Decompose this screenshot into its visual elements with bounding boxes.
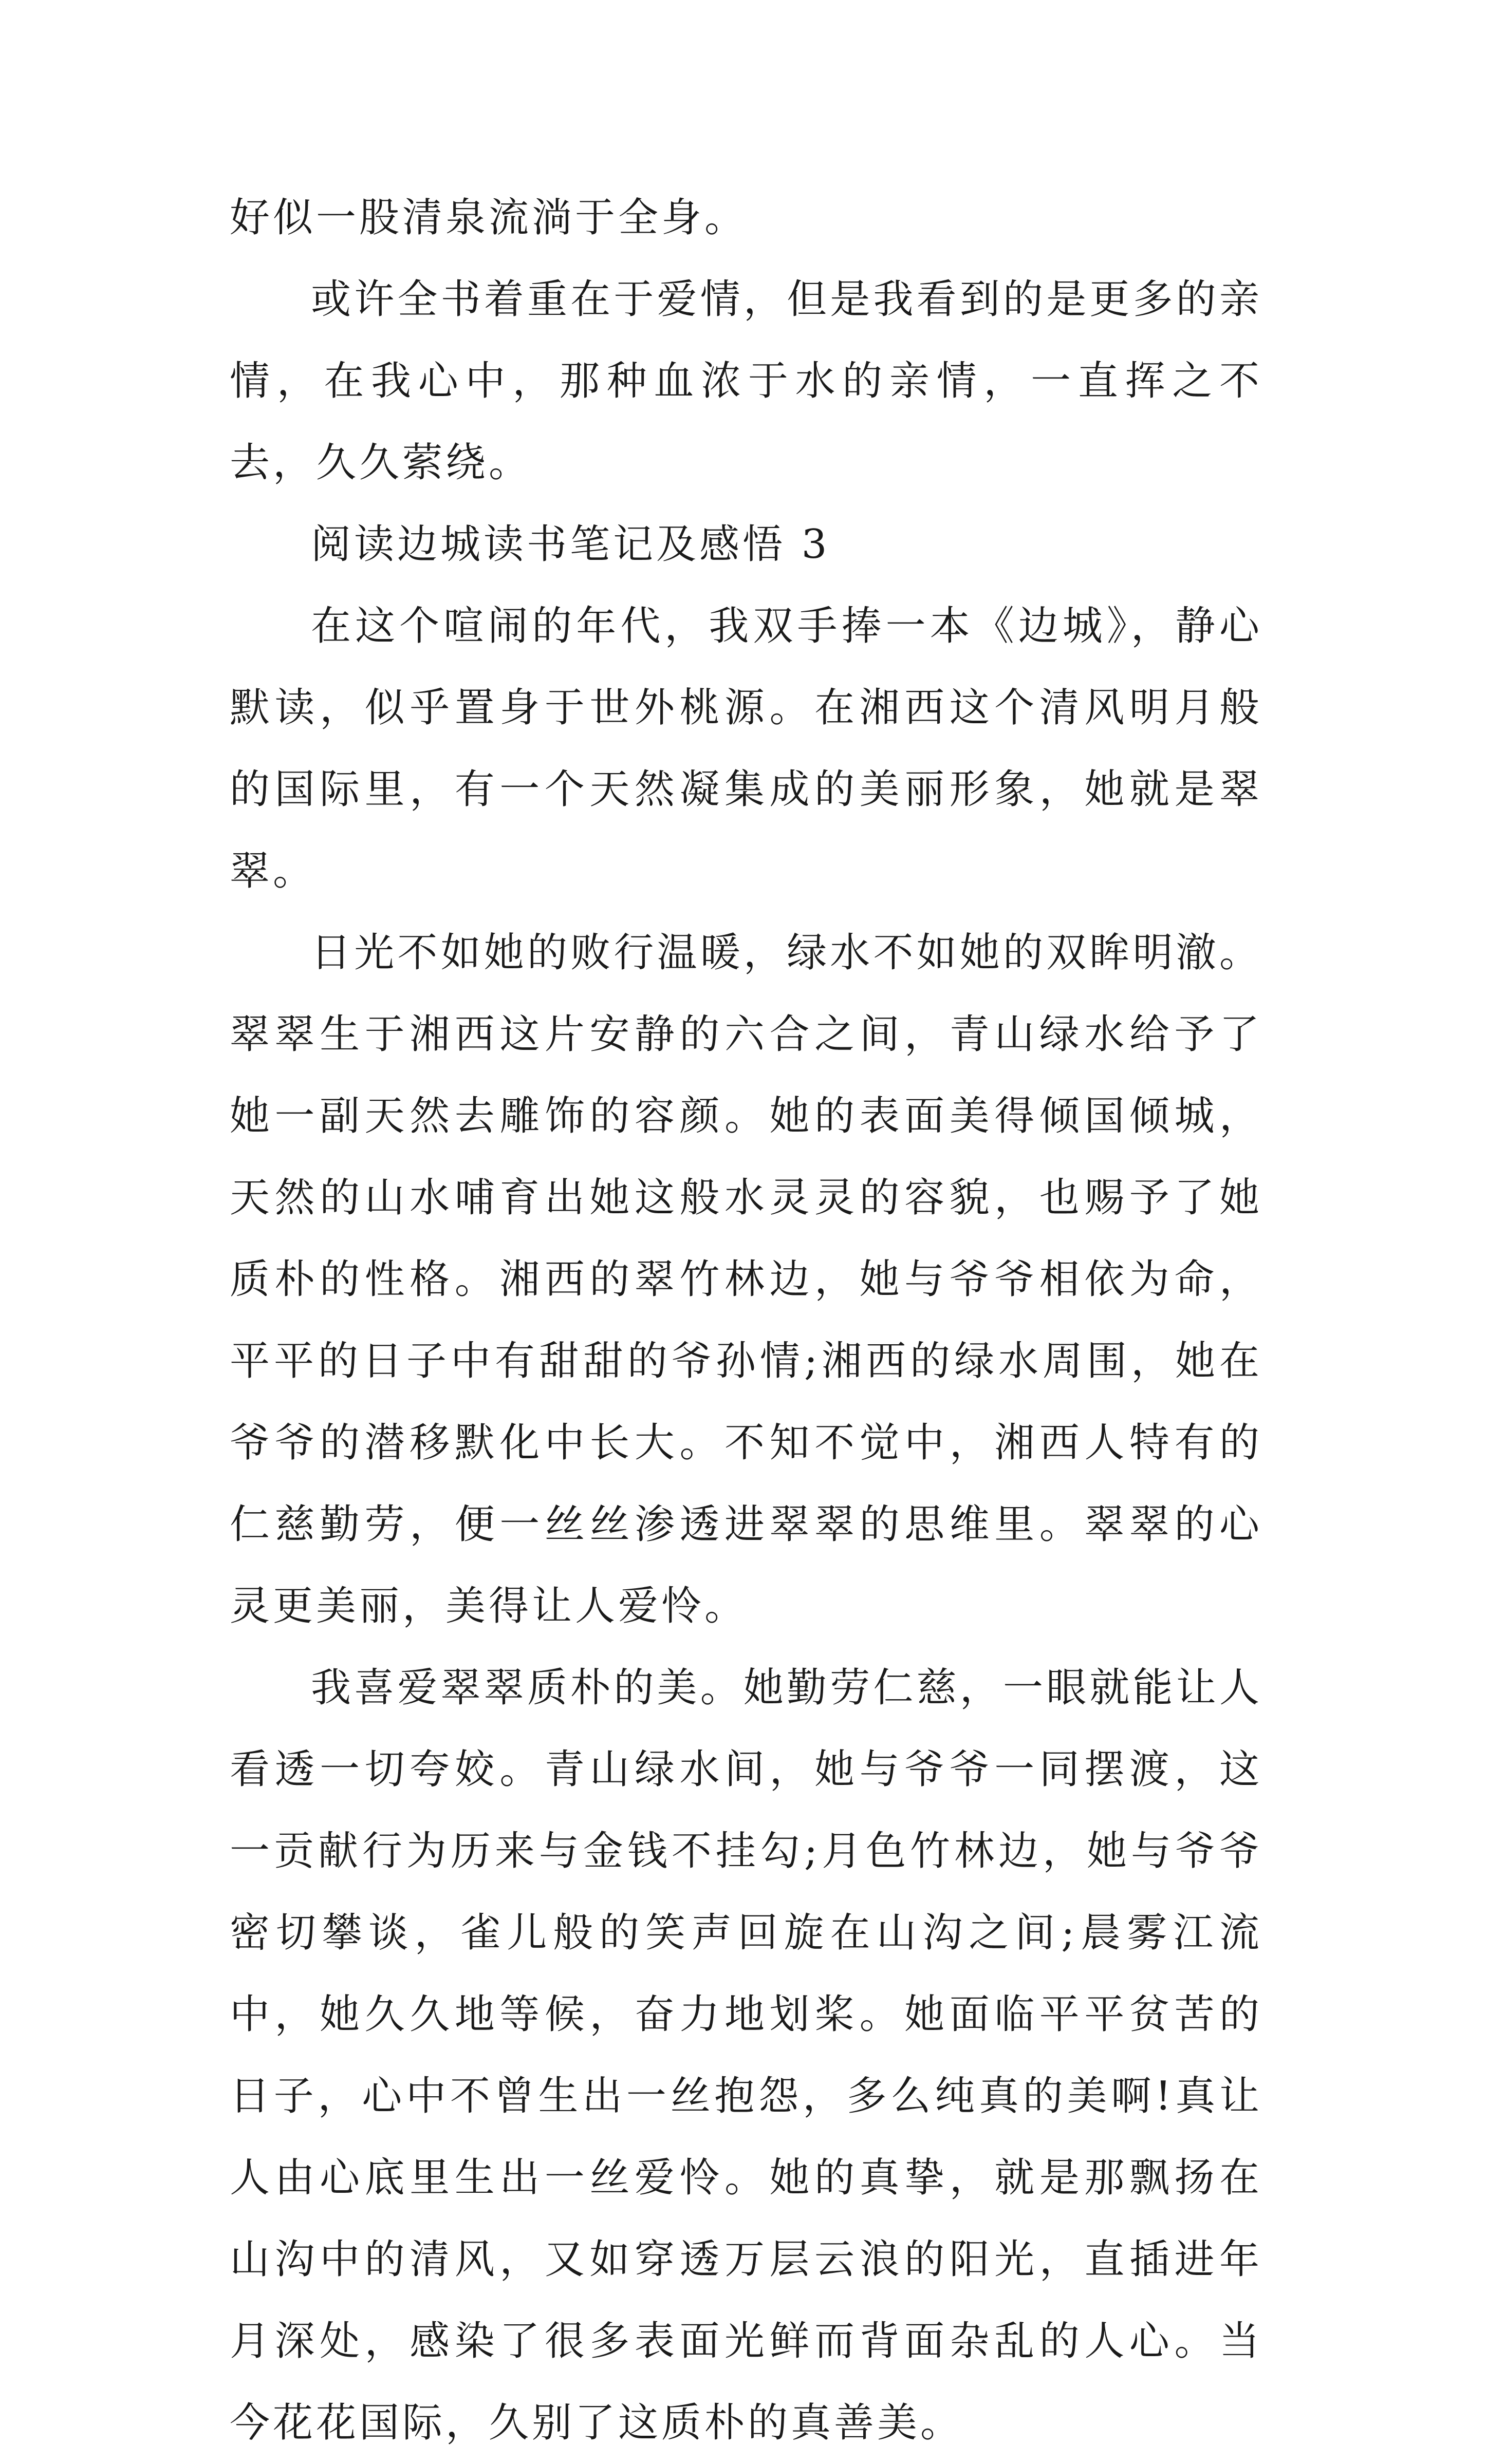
paragraph: 在这个喧闹的年代，我双手捧一本《边城》，静心默读，似乎置身于世外桃源。在湘西这个清风明月般的国际里，有一个天然凝集成的美丽形象，她就是翠翠。 xyxy=(230,603,1262,894)
section-heading: 阅读边城读书笔记及感悟 3 xyxy=(311,521,830,568)
body-text xyxy=(230,177,1262,2464)
paragraph: 或许全书着重在于爱情，但是我看到的是更多的亲情，在我心中，那种血浓于水的亲情，一直挥之不去，久久萦绕。 xyxy=(230,276,1262,486)
paragraph-continued: 好似一股清泉流淌于全身。 xyxy=(230,195,748,241)
paragraph: 我喜爱翠翠质朴的美。她勤劳仁慈，一眼就能让人看透一切夸姣。青山绿水间，她与爷爷一同摆渡，这一贡献行为历来与金钱不挂勾;月色竹林边，她与爷爷密切攀谈，雀儿般的笑声回旋在山沟之间;晨雾江流中，她久久地等候，奋力地划桨。她面临平平贫苦的日子，心中不曾生出一丝抱怨，多么纯真的美啊!真让人由心底里生出一丝爱怜。她的真挚，就是那飘扬在山沟中的清风，又如穿透万层云浪的阳光，直插进年月深处，感染了很多表面光鲜而背面杂乱的人心。当今花花国际，久别了这质朴的真善美。 xyxy=(230,1665,1262,2446)
paragraph: 日光不如她的败行温暖，绿水不如她的双眸明澈。翠翠生于湘西这片安静的六合之间，青山绿水给予了她一副天然去雕饰的容颜。她的表面美得倾国倾城，天然的山水哺育出她这般水灵灵的容貌，也赐予了她质朴的性格。湘西的翠竹林边，她与爷爷相依为命，平平的日子中有甜甜的爷孙情;湘西的绿水周围，她在爷爷的潜移默化中长大。不知不觉中，湘西人特有的仁慈勤劳，便一丝丝渗透进翠翠的思维里。翠翠的心灵更美丽，美得让人爱怜。 xyxy=(230,930,1262,1629)
